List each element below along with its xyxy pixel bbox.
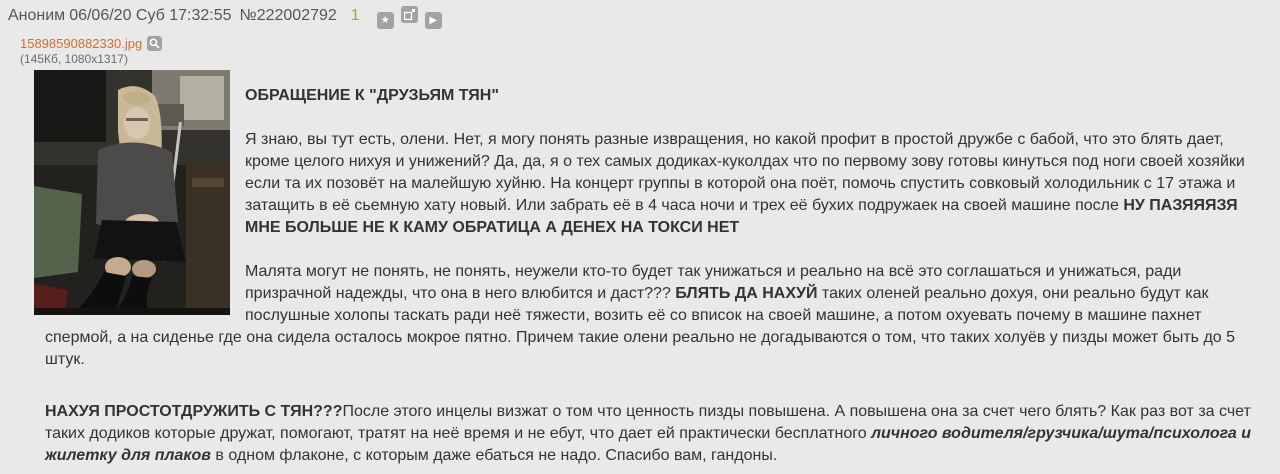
image-search-magnifier-icon[interactable] bbox=[147, 36, 162, 51]
poster-name: Аноним bbox=[8, 7, 66, 24]
message-title: ОБРАЩЕНИЕ К "ДРУЗЬЯМ ТЯН" bbox=[245, 87, 499, 104]
paragraph-2-text-b: таких оленей реально дохуя, они реально будут как послушные холопы таскать ради неё тяжести, возить её со вписок на своей машине, а потом охуевать почему в машине пахнет спермой, а на сиденье где она сидела осталось мокрое пятно. Причем такие олени реально не догадываются о том, что таких холуёв у пизды может быть до 5 штук. bbox=[45, 285, 1236, 368]
post-thumbnail-image[interactable] bbox=[34, 70, 230, 315]
paragraph-2-shout: БЛЯТЬ ДА НАХУЙ bbox=[675, 285, 818, 302]
paragraph-3-text-a: После этого инцелы визжат о том что ценность пизды повышена. А повышена она за счет чего блять? Как раз вот за счет таких додиков которые дружат, помогают, тратят на неё время и не ебут, что дает ей практически бесплатного bbox=[45, 403, 1251, 442]
paragraph-3-shout: НАХУЯ ПРОСТОТДРУЖИТЬ С ТЯН??? bbox=[45, 403, 343, 420]
file-name-link[interactable]: 15898590882330.jpg bbox=[20, 36, 143, 51]
paragraph-3-text-b: в одном флаконе, с которым даже ебаться не надо. Спасибо вам, гандоны. bbox=[210, 447, 778, 464]
favorite-star-icon[interactable]: ★ bbox=[377, 12, 394, 29]
paragraph-3-emphasis: личного водителя/грузчика/шута/психолога и жилетку для плаков bbox=[45, 425, 1252, 464]
post-number-link[interactable]: №222002792 bbox=[239, 7, 337, 24]
file-size-dimensions: (145Кб, 1080x1317) bbox=[20, 52, 128, 66]
play-icon[interactable]: ▶ bbox=[425, 12, 442, 29]
post-datetime: 06/06/20 Суб 17:32:55 bbox=[69, 7, 232, 24]
paragraph-3 bbox=[45, 401, 1268, 467]
paragraph-1-text: Я знаю, вы тут есть, олени. Нет, я могу понять разные извращения, но какой профит в простой дружбе с бабой, что это блять дает, кроме целого нихуя и унижений? Да, да, я о тех самых додиках-куколдах что по первому зову готовы кинуться под ноги своей хозяйки если та их позовёт на малейшую хуйню. На концерт группы в которой она поёт, помочь спустить совковый холодильник с 17 этажа и затащить в её сьемную хату новый. Или забрать её в 4 часа ночи и трех её бухих подружаек на своей машине после bbox=[245, 131, 1245, 214]
picture-toggle-icon[interactable] bbox=[401, 6, 418, 23]
post-header bbox=[8, 6, 1272, 29]
paragraph-1-shout: НУ ПАЗЯЯЯЗЯ МНЕ БОЛЬШЕ НЕ К КАМУ ОБРАТИЦА А ДЕНЕХ НА ТОКСИ НЕТ bbox=[245, 197, 1238, 236]
file-name-row bbox=[20, 35, 230, 52]
paragraph-2-text-a: Малята могут не понять, не понять, неужели кто-то будет так унижаться и реально на всё это соглашаться и унижаться, ради призрачной надежды, что она в него влюбится и даст??? bbox=[245, 263, 1182, 302]
reply-count-link[interactable]: 1 bbox=[350, 7, 360, 24]
file-attachment-block bbox=[20, 35, 230, 315]
